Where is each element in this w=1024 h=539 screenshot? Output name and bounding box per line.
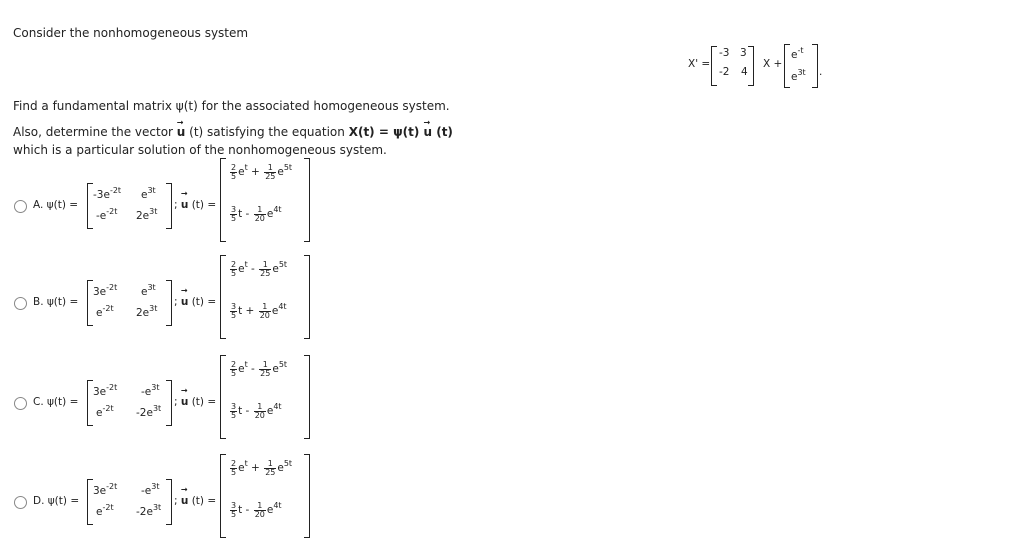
- psi-cell: $e^{-2t}$: [96, 503, 114, 518]
- option-d[interactable]: [0, 451, 330, 539]
- option-label: D. ψ(t) =: [33, 495, 80, 507]
- psi-cell: $e^{-2t}$: [96, 304, 114, 319]
- u-entry-2: $\frac{3}{5}$ t + $\frac{1}{20}$ $e^{4t}$: [231, 301, 287, 320]
- question-line-3: which is a particular solution of the nonhomogeneous system.: [13, 143, 387, 157]
- u-entry-1: $\frac{2}{5}$ $e^t$ - $\frac{1}{25}$ $e^{5t}$: [231, 359, 288, 378]
- psi-cell: $e^{-2t}$: [96, 404, 114, 419]
- psi-cell: $e^{3t}$: [141, 186, 156, 201]
- u-label: ; → u (t) =: [174, 495, 216, 507]
- u-label: ; → u (t) =: [174, 396, 216, 408]
- psi-cell: $-e^{3t}$: [141, 482, 160, 497]
- u-label: ; → u (t) =: [174, 199, 216, 211]
- u-bracket-left: [220, 355, 226, 439]
- option-label: B. ψ(t) =: [33, 296, 79, 308]
- u-bracket-right: [304, 454, 310, 538]
- psi-cell: $3e^{-2t}$: [93, 283, 118, 298]
- u-label: ; → u (t) =: [174, 296, 216, 308]
- psi-cell: $-e^{3t}$: [141, 383, 160, 398]
- option-label: C. ψ(t) =: [33, 396, 79, 408]
- intro-text: Consider the nonhomogeneous system: [13, 26, 249, 40]
- psi-cell: $-2e^{3t}$: [136, 404, 162, 419]
- system-equation: X' = -3 3 -2 4 X + $e^{-t}$ $e^{3t}$ .: [688, 44, 828, 88]
- psi-cell: $2e^{3t}$: [136, 304, 158, 319]
- u-entry-1: $\frac{2}{5}$ $e^t$ - $\frac{1}{25}$ $e^{5t}$: [231, 259, 288, 278]
- system-lhs: X' =: [688, 58, 711, 70]
- option-b[interactable]: [0, 252, 330, 340]
- radio-button[interactable]: [14, 496, 27, 509]
- u-bracket-left: [220, 454, 226, 538]
- question-line-2: Also, determine the vector → u (t) satisfying the equation X(t) = ψ(t) → u (t): [13, 125, 453, 140]
- u-entry-2: $\frac{3}{5}$ t - $\frac{1}{20}$ $e^{4t}$: [231, 500, 282, 519]
- psi-cell: $3e^{-2t}$: [93, 383, 118, 398]
- u-bracket-left: [220, 255, 226, 339]
- u-bracket-right: [304, 158, 310, 242]
- option-a[interactable]: [0, 155, 330, 243]
- u-entry-2: $\frac{3}{5}$ t - $\frac{1}{20}$ $e^{4t}$: [231, 401, 282, 420]
- question-line-1: Find a fundamental matrix ψ(t) for the associated homogeneous system.: [13, 99, 450, 113]
- radio-button[interactable]: [14, 397, 27, 410]
- psi-cell: $e^{3t}$: [141, 283, 156, 298]
- radio-button[interactable]: [14, 297, 27, 310]
- psi-cell: $3e^{-2t}$: [93, 482, 118, 497]
- forcing-top: $e^{-t}$: [791, 46, 804, 61]
- psi-bracket-right: [166, 479, 172, 525]
- forcing-bottom: $e^{3t}$: [791, 68, 806, 83]
- psi-bracket-right: [166, 380, 172, 426]
- psi-cell: $-e^{-2t}$: [96, 207, 118, 222]
- option-label: A. ψ(t) =: [33, 199, 79, 211]
- psi-cell: $-3e^{-2t}$: [93, 186, 122, 201]
- system-middle: X +: [763, 58, 783, 70]
- option-c[interactable]: [0, 352, 330, 440]
- radio-button[interactable]: [14, 200, 27, 213]
- u-entry-1: $\frac{2}{5}$ $e^t$ + $\frac{1}{25}$ $e^{5t}$: [231, 162, 293, 181]
- u-bracket-left: [220, 158, 226, 242]
- u-entry-1: $\frac{2}{5}$ $e^t$ + $\frac{1}{25}$ $e^{5t}$: [231, 458, 293, 477]
- u-bracket-right: [304, 355, 310, 439]
- u-entry-2: $\frac{3}{5}$ t - $\frac{1}{20}$ $e^{4t}$: [231, 204, 282, 223]
- psi-bracket-right: [166, 280, 172, 326]
- u-bracket-right: [304, 255, 310, 339]
- psi-cell: $-2e^{3t}$: [136, 503, 162, 518]
- psi-bracket-right: [166, 183, 172, 229]
- psi-cell: $2e^{3t}$: [136, 207, 158, 222]
